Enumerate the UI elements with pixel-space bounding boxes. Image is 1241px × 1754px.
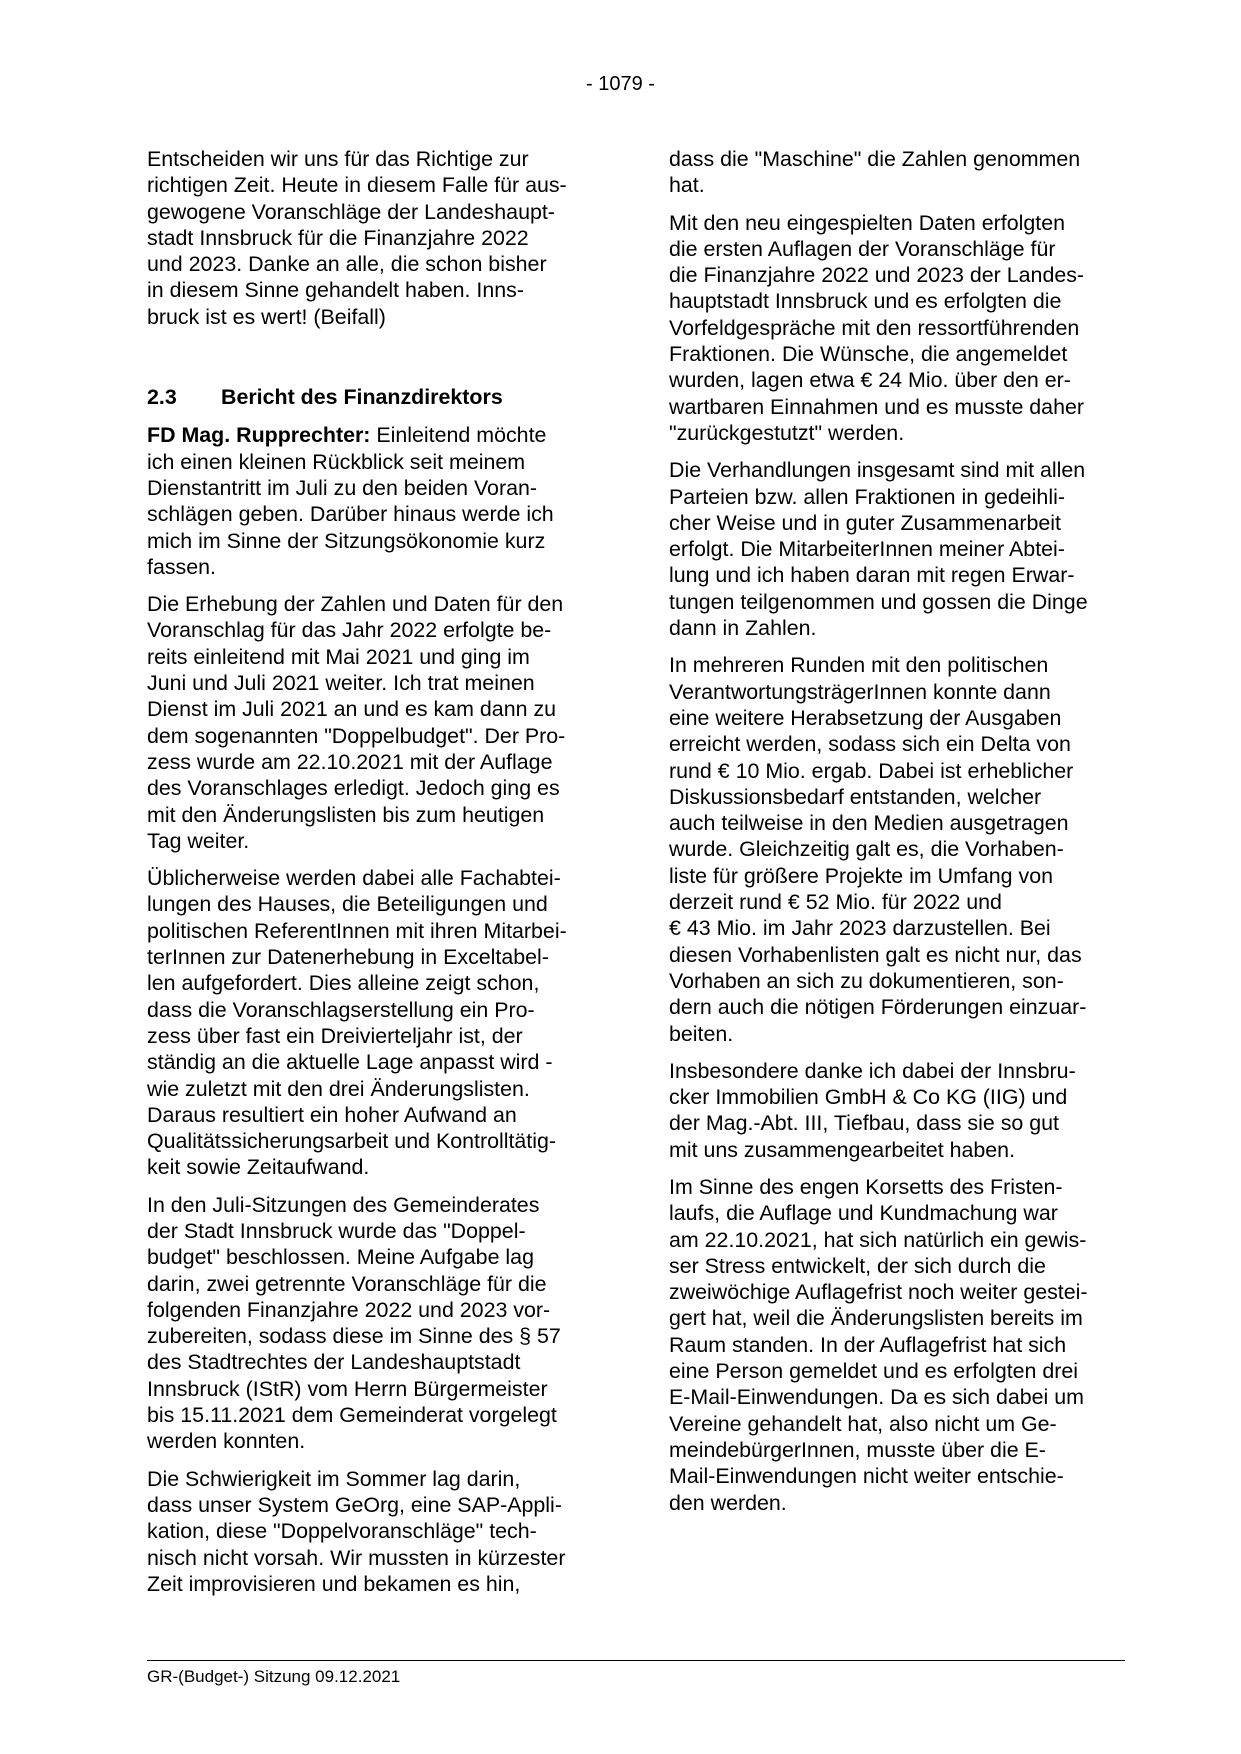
text-line: Parteien bzw. allen Fraktionen in gedeihli- bbox=[669, 484, 1065, 509]
text-line: terInnen zur Datenerhebung in Exceltabel- bbox=[147, 945, 549, 970]
text-line: Insbesondere danke ich dabei der Innsbru- bbox=[669, 1058, 1076, 1083]
text-line: reits einleitend mit Mai 2021 und ging im bbox=[147, 644, 530, 669]
text-line: des Voranschlages erledigt. Jedoch ging es bbox=[147, 776, 560, 801]
text-line: budget" beschlossen. Meine Aufgabe lag bbox=[147, 1245, 534, 1270]
text-line: nisch nicht vorsah. Wir mussten in kürzester bbox=[147, 1545, 566, 1570]
text-line: ser Stress entwickelt, der sich durch die bbox=[669, 1253, 1046, 1278]
text-line: Die Verhandlungen insgesamt sind mit allen bbox=[669, 458, 1086, 483]
text-line: kation, diese "Doppelvoranschläge" tech- bbox=[147, 1519, 537, 1544]
text-line: cker Immobilien GmbH & Co KG (IIG) und bbox=[669, 1085, 1068, 1110]
text-line: die ersten Auflagen der Voranschläge für bbox=[669, 236, 1056, 261]
text-line: meindebürgerInnen, musste über die E- bbox=[669, 1437, 1046, 1462]
text-line: erreicht werden, sodass sich ein Delta von bbox=[669, 732, 1071, 757]
text-line: stadt Innsbruck für die Finanzjahre 2022 bbox=[147, 225, 529, 250]
text-line: mit den Änderungslisten bis zum heutigen bbox=[147, 802, 545, 827]
text-line: Im Sinne des engen Korsetts des Fristen- bbox=[669, 1174, 1063, 1199]
right-column bbox=[669, 146, 1124, 1527]
text-line: lungen des Hauses, die Beteiligungen und bbox=[147, 892, 548, 917]
text-line: den werden. bbox=[669, 1490, 787, 1515]
text-line: politischen ReferentInnen mit ihren Mitarbei- bbox=[147, 918, 567, 943]
text-line: wartbaren Einnahmen und es musste daher bbox=[669, 394, 1084, 419]
text-line: cher Weise und in guter Zusammenarbeit bbox=[669, 510, 1061, 535]
paragraph-r2 bbox=[669, 210, 1124, 447]
paragraph-r1 bbox=[669, 146, 1124, 199]
text-line: mit uns zusammengearbeitet haben. bbox=[669, 1137, 1016, 1162]
text-line: Üblicherweise werden dabei alle Fachabtei- bbox=[147, 866, 561, 891]
text-line: wie zuletzt mit den drei Änderungslisten. bbox=[147, 1076, 530, 1101]
text-line: E-Mail-Einwendungen. Da es sich dabei um bbox=[669, 1385, 1084, 1410]
paragraph-r5 bbox=[669, 1058, 1124, 1163]
paragraph-3 bbox=[147, 865, 602, 1181]
text-line: Dienst im Juli 2021 an und es kam dann zu bbox=[147, 697, 557, 722]
footer-text: GR-(Budget-) Sitzung 09.12.2021 bbox=[147, 1667, 401, 1686]
text-line: liste für größere Projekte im Umfang von bbox=[669, 863, 1053, 888]
text-line: fassen. bbox=[147, 554, 216, 579]
text-line: Vorhaben an sich zu dokumentieren, son- bbox=[669, 968, 1064, 993]
text-line: der Stadt Innsbruck wurde das "Doppel- bbox=[147, 1218, 526, 1243]
text-line: dem sogenannten "Doppelbudget". Der Pro- bbox=[147, 723, 566, 748]
text-line: gewogene Voranschläge der Landeshaupt- bbox=[147, 199, 555, 224]
section-heading bbox=[147, 384, 602, 410]
text-line: beiten. bbox=[669, 1021, 734, 1046]
text-line: zess über fast ein Dreivierteljahr ist, der bbox=[147, 1023, 523, 1048]
text-line: wurden, lagen etwa € 24 Mio. über den er- bbox=[669, 368, 1071, 393]
text-line: dass die Voranschlagserstellung ein Pro- bbox=[147, 997, 535, 1022]
text-line: Fraktionen. Die Wünsche, die angemeldet bbox=[669, 342, 1068, 367]
footer-divider bbox=[147, 1660, 1125, 1661]
paragraph-5 bbox=[147, 1466, 602, 1597]
text-line: keit sowie Zeitaufwand. bbox=[147, 1155, 370, 1180]
text-line: Qualitätssicherungsarbeit und Kontrolltätig- bbox=[147, 1129, 557, 1154]
text-line: hauptstadt Innsbruck und es erfolgten die bbox=[669, 289, 1062, 314]
text-line: lung und ich haben daran mit regen Erwar- bbox=[669, 563, 1075, 588]
text-line: zess wurde am 22.10.2021 mit der Auflage bbox=[147, 749, 553, 774]
text-line: darin, zwei getrennte Voranschläge für die bbox=[147, 1271, 547, 1296]
text-line: die Finanzjahre 2022 und 2023 der Landes- bbox=[669, 263, 1085, 288]
text-line: In den Juli-Sitzungen des Gemeinderates bbox=[147, 1192, 540, 1217]
section-number: 2.3 bbox=[147, 385, 177, 410]
text-line: Juni und Juli 2021 weiter. Ich trat meinen bbox=[147, 671, 535, 696]
paragraph-2 bbox=[147, 591, 602, 854]
text-line: dern auch die nötigen Förderungen einzuar- bbox=[669, 995, 1087, 1020]
text-line: Mit den neu eingespielten Daten erfolgten bbox=[669, 210, 1065, 235]
text-line: Diskussionsbedarf entstanden, welcher bbox=[669, 784, 1042, 809]
text-line: erfolgt. Die MitarbeiterInnen meiner Abtei- bbox=[669, 537, 1065, 562]
paragraph-4 bbox=[147, 1192, 602, 1455]
text-line: VerantwortungsträgerInnen konnte dann bbox=[669, 679, 1051, 704]
text-line: Vorfeldgespräche mit den ressortführenden bbox=[669, 315, 1080, 340]
text-line: eine Person gemeldet und es erfolgten drei bbox=[669, 1359, 1079, 1384]
text-line: Daraus resultiert ein hoher Aufwand an bbox=[147, 1102, 517, 1127]
text-line: folgenden Finanzjahre 2022 und 2023 vor- bbox=[147, 1297, 551, 1322]
speaker-text-start: Einleitend möchte bbox=[370, 423, 547, 448]
text-line: € 43 Mio. im Jahr 2023 darzustellen. Bei bbox=[669, 916, 1051, 941]
text-line: Dienstantritt im Juli zu den beiden Voran- bbox=[147, 475, 537, 500]
text-line: zubereiten, sodass diese im Sinne des § 57 bbox=[147, 1324, 561, 1349]
text-line: bis 15.11.2021 dem Gemeinderat vorgelegt bbox=[147, 1403, 557, 1428]
text-line: ständig an die aktuelle Lage anpasst wird - bbox=[147, 1050, 553, 1075]
text-line: dass unser System GeOrg, eine SAP-Appli- bbox=[147, 1492, 562, 1517]
text-line: werden konnten. bbox=[147, 1429, 306, 1454]
speaker-name: FD Mag. Rupprechter: bbox=[147, 423, 371, 448]
speaker-text-rest bbox=[147, 449, 602, 580]
text-line: diesen Vorhabenlisten galt es nicht nur, das bbox=[669, 942, 1082, 967]
text-line: mich im Sinne der Sitzungsökonomie kurz bbox=[147, 528, 546, 553]
text-line: laufs, die Auflage und Kundmachung war bbox=[669, 1201, 1058, 1226]
text-line: dann in Zahlen. bbox=[669, 616, 817, 641]
text-line: Vereine gehandelt hat, also nicht um Ge- bbox=[669, 1411, 1057, 1436]
text-line: "zurückgestutzt" werden. bbox=[669, 420, 905, 445]
text-line: am 22.10.2021, hat sich natürlich ein gewis- bbox=[669, 1227, 1087, 1252]
text-line: in diesem Sinne gehandelt haben. Inns- bbox=[147, 278, 524, 303]
left-column bbox=[147, 146, 602, 1608]
text-line: Voranschlag für das Jahr 2022 erfolgte be- bbox=[147, 618, 552, 643]
page-number: - 1079 - bbox=[586, 73, 655, 95]
text-line: Zeit improvisieren und bekamen es hin, bbox=[147, 1571, 521, 1596]
text-line: len aufgefordert. Dies alleine zeigt schon, bbox=[147, 971, 540, 996]
text-line: der Mag.-Abt. III, Tiefbau, dass sie so gut bbox=[669, 1111, 1059, 1136]
text-line: des Stadtrechtes der Landeshauptstadt bbox=[147, 1350, 521, 1375]
text-line: hat. bbox=[669, 173, 705, 198]
paragraph-r4 bbox=[669, 652, 1124, 1046]
text-line: schlägen geben. Darüber hinaus werde ich bbox=[147, 502, 554, 527]
section-title: Bericht des Finanzdirektors bbox=[221, 385, 503, 410]
text-line: ich einen kleinen Rückblick seit meinem bbox=[147, 449, 526, 474]
text-line: Tag weiter. bbox=[147, 828, 250, 853]
text-line: Die Erhebung der Zahlen und Daten für den bbox=[147, 592, 564, 617]
speaker-first-line bbox=[147, 422, 602, 448]
text-line: Entscheiden wir uns für das Richtige zur bbox=[147, 147, 529, 171]
text-line: rund € 10 Mio. ergab. Dabei ist erheblicher bbox=[669, 758, 1074, 783]
text-line: wurde. Gleichzeitig galt es, die Vorhaben- bbox=[669, 837, 1064, 862]
text-line: eine weitere Herabsetzung der Ausgaben bbox=[669, 705, 1062, 730]
text-line: derzeit rund € 52 Mio. für 2022 und bbox=[669, 890, 1002, 915]
text-line: Raum standen. In der Auflagefrist hat sich bbox=[669, 1332, 1067, 1357]
text-line: tungen teilgenommen und gossen die Dinge bbox=[669, 589, 1088, 614]
paragraph-intro bbox=[147, 146, 602, 330]
text-line: Die Schwierigkeit im Sommer lag darin, bbox=[147, 1466, 521, 1491]
text-line: gert hat, weil die Änderungslisten bereits im bbox=[669, 1306, 1083, 1331]
text-line: richtigen Zeit. Heute in diesem Falle für aus- bbox=[147, 173, 567, 198]
text-line: zweiwöchige Auflagefrist noch weiter gestei- bbox=[669, 1280, 1088, 1305]
text-line: dass die "Maschine" die Zahlen genommen bbox=[669, 147, 1081, 171]
paragraph-r3 bbox=[669, 457, 1124, 641]
text-line: Innsbruck (IStR) vom Herrn Bürgermeister bbox=[147, 1376, 548, 1401]
text-line: In mehreren Runden mit den politischen bbox=[669, 653, 1049, 678]
text-line: bruck ist es wert! (Beifall) bbox=[147, 304, 386, 329]
text-line: und 2023. Danke an alle, die schon bisher bbox=[147, 252, 547, 277]
text-line: auch teilweise in den Medien ausgetragen bbox=[669, 811, 1069, 836]
text-line: Mail-Einwendungen nicht weiter entschie- bbox=[669, 1464, 1064, 1489]
paragraph-speaker bbox=[147, 422, 602, 580]
paragraph-r6 bbox=[669, 1174, 1124, 1516]
